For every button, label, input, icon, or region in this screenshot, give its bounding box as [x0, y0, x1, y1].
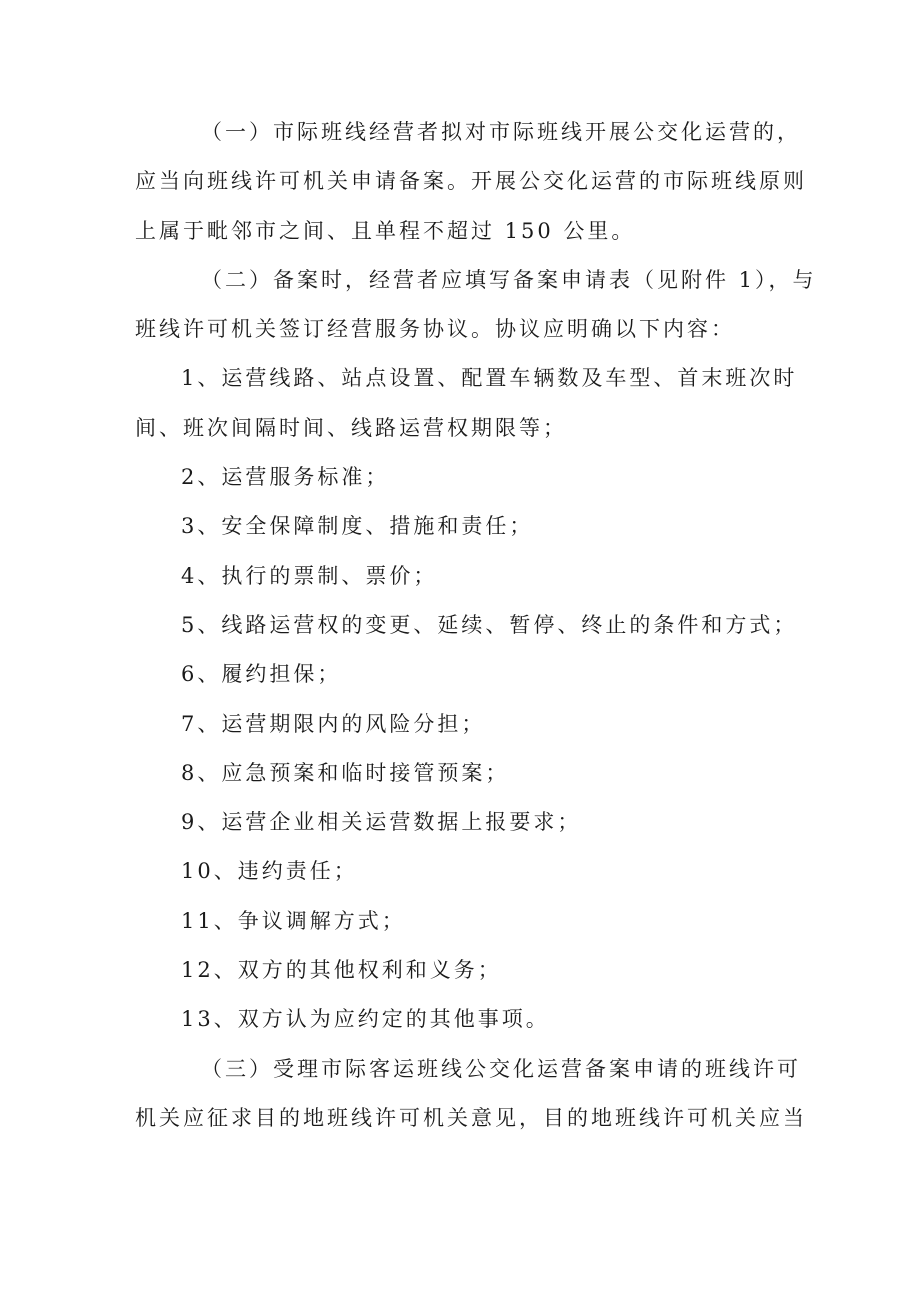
list-item: 3、安全保障制度、措施和责任；	[181, 514, 534, 539]
list-item: 8、应急预案和临时接管预案；	[181, 760, 510, 785]
paragraph-2-line-2: 班线许可机关签订经营服务协议。协议应明确以下内容：	[135, 317, 735, 342]
list-item: 13、双方认为应约定的其他事项。	[181, 1007, 550, 1032]
list-item: 4、执行的票制、票价；	[181, 563, 438, 588]
list-item: 10、违约责任；	[181, 859, 358, 884]
list-item: 12、双方的其他权利和义务；	[181, 958, 502, 983]
list-item: 5、线路运营权的变更、延续、暂停、终止的条件和方式；	[181, 612, 798, 637]
list-item-1-line-1: 1、运营线路、站点设置、配置车辆数及车型、首末班次时	[181, 366, 798, 391]
paragraph-2-line-1: （二）备案时，经营者应填写备案申请表（见附件 1），与	[201, 267, 817, 292]
paragraph-3-line-2: 机关应征求目的地班线许可机关意见，目的地班线许可机关应当	[135, 1105, 807, 1130]
paragraph-1-line-1: （一）市际班线经营者拟对市际班线开展公交化运营的，	[201, 120, 801, 144]
document-body	[135, 108, 817, 1143]
paragraph-3-line-1: （三）受理市际客运班线公交化运营备案申请的班线许可	[201, 1056, 801, 1081]
paragraph-1-line-2: 应当向班线许可机关申请备案。开展公交化运营的市际班线原则	[135, 169, 807, 194]
list-item: 7、运营期限内的风险分担；	[181, 711, 486, 736]
list-item-1-line-2: 间、班次间隔时间、线路运营权期限等；	[135, 415, 567, 440]
list-item: 2、运营服务标准；	[181, 465, 390, 490]
paragraph-1-line-3: 上属于毗邻市之间、且单程不超过 150 公里。	[135, 218, 636, 243]
list-item: 9、运营企业相关运营数据上报要求；	[181, 810, 582, 835]
list-item: 11、争议调解方式；	[181, 908, 406, 933]
list-item: 6、履约担保；	[181, 662, 342, 687]
